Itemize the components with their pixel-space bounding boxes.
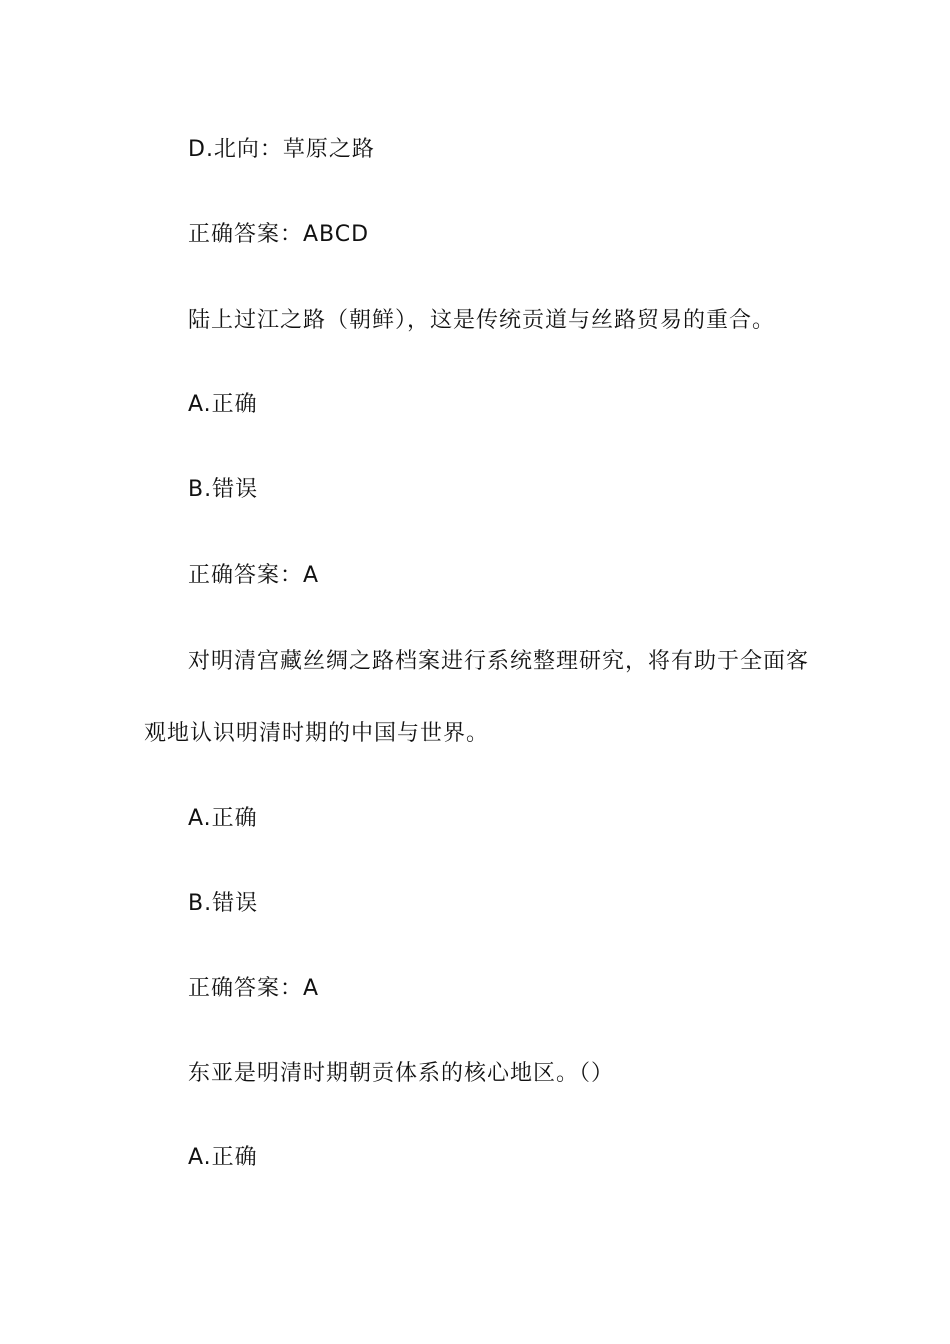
option-a-text: A.正确	[188, 1145, 258, 1170]
question-text: 陆上过江之路（朝鲜），这是传统贡道与丝路贸易的重合。	[188, 308, 776, 333]
question-text: 对明清宫藏丝绸之路档案进行系统整理研究，将有助于全面客	[188, 649, 810, 674]
answer-text: 正确答案：ABCD	[188, 222, 370, 247]
answer-text: 正确答案：A	[188, 563, 320, 588]
option-a-text: A.正确	[188, 392, 258, 417]
option-b-text: B.错误	[188, 477, 259, 502]
question-text-continued: 观地认识明清时期的中国与世界。	[144, 721, 490, 746]
question-text: 东亚是明清时期朝贡体系的核心地区。（）	[188, 1061, 615, 1086]
option-d-text: D.北向：草原之路	[188, 137, 375, 162]
option-b-text: B.错误	[188, 891, 259, 916]
answer-text: 正确答案：A	[188, 976, 320, 1001]
option-a-text: A.正确	[188, 806, 258, 831]
